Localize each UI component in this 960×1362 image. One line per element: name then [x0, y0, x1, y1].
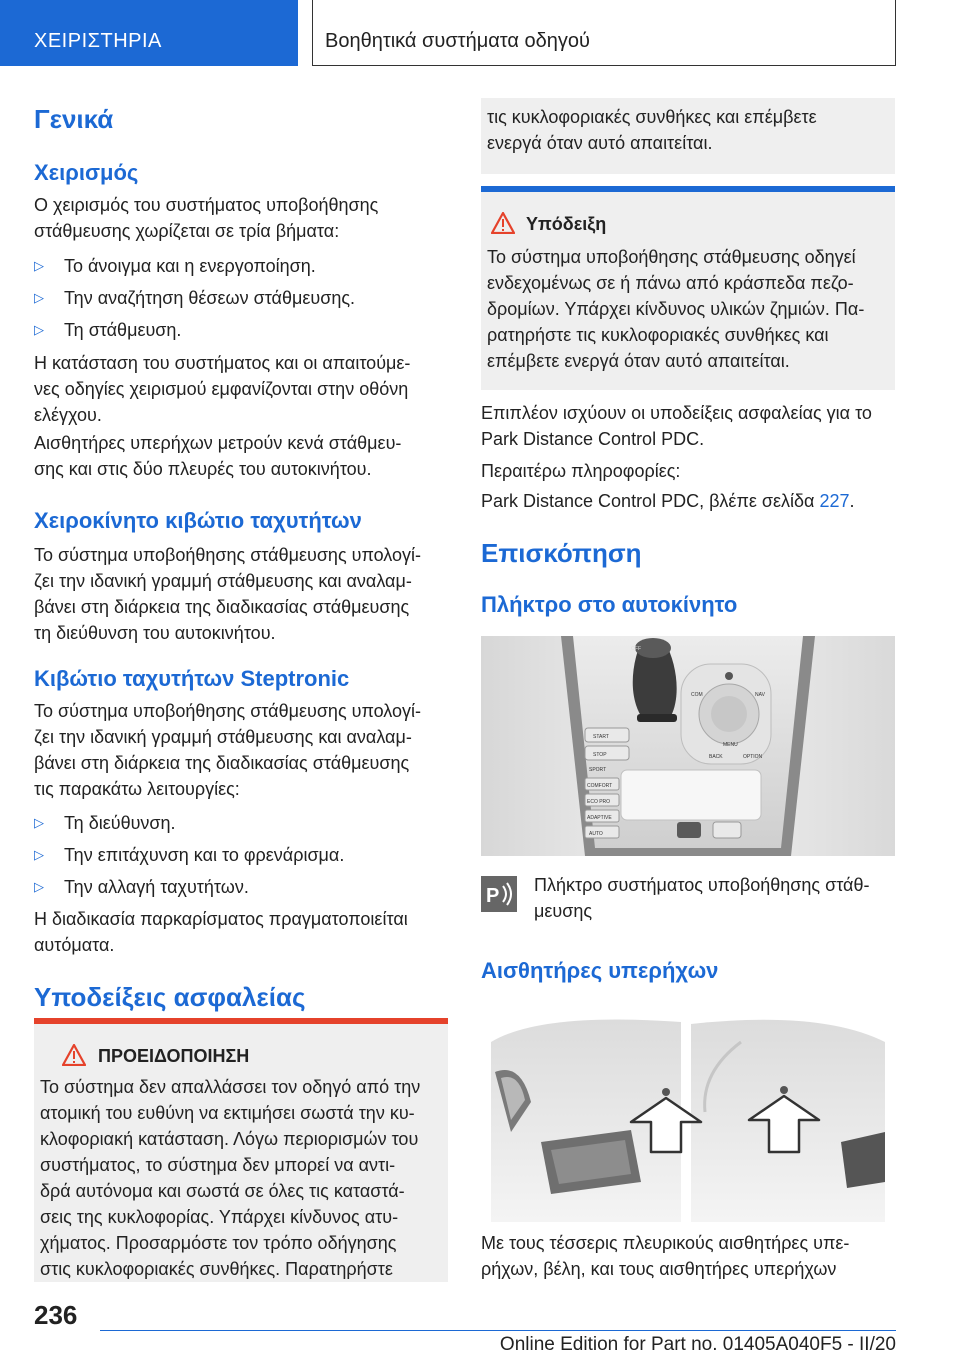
- heading-button: Πλήκτρο στο αυτοκίνητο: [481, 592, 738, 617]
- label-auto: AUTO: [589, 831, 603, 837]
- chapter-title: Βοηθητικά συστήματα οδηγού: [312, 0, 896, 66]
- line: στάθμευσης χωρίζεται σε τρία βήματα:: [34, 221, 340, 241]
- line: ρήχων, βέλη, και τους αισθητήρες υπερήχων: [481, 1259, 837, 1279]
- line: ατομική του ευθύνη να εκτιμήσει σωστά την κυ-: [40, 1103, 415, 1123]
- step-item: ▷ Τη στάθμευση.: [34, 317, 181, 343]
- parking-assistant-icon: [481, 876, 517, 912]
- line: σεις της κυκλοφορίας. Υπάρχει κίνδυνος ατυ-: [40, 1207, 399, 1227]
- line: τη διεύθυνση του αυτοκινήτου.: [34, 623, 276, 643]
- line: τις παρακάτω λειτουργίες:: [34, 779, 240, 799]
- line: Επιπλέον ισχύουν οι υποδείξεις ασφαλείας για το: [481, 403, 872, 423]
- heading-safety: Υποδείξεις ασφαλείας: [34, 982, 306, 1012]
- line: χήματος. Προσαρμόστε τον τρόπο οδήγησης: [40, 1233, 397, 1253]
- line: βάνει στη διάρκεια της διαδικασίας στάθμευσης: [34, 597, 410, 617]
- heading-operation: Χειρισμός: [34, 160, 139, 185]
- line: επέμβετε ενεργά όταν αυτό απαιτείται.: [487, 351, 790, 371]
- label-com: COM: [691, 692, 703, 698]
- line: ελέγχου.: [34, 405, 102, 425]
- status-paragraph: [34, 350, 410, 428]
- step-item: ▷ Την αναζήτηση θέσεων στάθμευσης.: [34, 285, 355, 311]
- line: Η διαδικασία παρκαρίσματος πραγματοποιείται: [34, 909, 408, 929]
- line: Το σύστημα υποβοήθησης στάθμευσης υπολογί-: [34, 701, 422, 721]
- further-paragraph: [481, 400, 872, 452]
- label-back: BACK: [709, 754, 723, 760]
- warning-box-continued: [481, 98, 895, 174]
- label-sport: SPORT: [589, 767, 607, 773]
- notice-title: Υπόδειξη: [526, 214, 607, 234]
- line: κλοφοριακή κατάσταση. Λόγω περιορισμών του: [40, 1129, 419, 1149]
- steptronic-paragraph: [34, 698, 421, 802]
- line: Το σύστημα υποβοήθησης στάθμευσης υπολογί-: [34, 545, 422, 565]
- label-menu: MENU: [723, 742, 738, 748]
- line: Το σύστημα υποβοήθησης στάθμευσης οδηγεί: [487, 247, 856, 267]
- section-tab: ΧΕΙΡΙΣΤΗΡΙΑ: [0, 0, 298, 66]
- heading-manual-gearbox: Χειροκίνητο κιβώτιο ταχυτήτων: [34, 508, 362, 533]
- label-start: START: [593, 734, 609, 740]
- heading-steptronic: Κιβώτιο ταχυτήτων Steptronic: [34, 666, 350, 691]
- label-eco: ECO PRO: [587, 799, 611, 805]
- line: ζει την ιδανική γραμμή στάθμευσης και αναλαμ-: [34, 727, 412, 747]
- line: Αισθητήρες υπερήχων μετρούν κενά στάθμευ-: [34, 433, 402, 453]
- function-item: ▷ Τη διεύθυνση.: [34, 810, 176, 836]
- warning-text-continued: [487, 104, 893, 156]
- label-adaptive: ADAPTIVE: [587, 815, 612, 821]
- line: Park Distance Control PDC.: [481, 429, 705, 449]
- operation-intro: [34, 192, 378, 244]
- console-photo: [481, 636, 895, 856]
- heading-overview: Επισκόπηση: [481, 538, 642, 568]
- line: αυτόματα.: [34, 935, 115, 955]
- warning-text: [40, 1074, 446, 1282]
- line: Πλήκτρο συστήματος υποβοήθησης στάθ-: [534, 875, 870, 895]
- line: Ο χειρισμός του συστήματος υποβοήθησης: [34, 195, 379, 215]
- label-off: OFF: [631, 646, 641, 652]
- svg-text:P: P: [486, 885, 500, 907]
- label-stop: STOP: [593, 752, 607, 758]
- line: Η κατάσταση του συστήματος και οι απαιτούμε-: [34, 353, 411, 373]
- step-item: ▷ Το άνοιγμα και η ενεργοποίηση.: [34, 253, 316, 279]
- line: ρατηρήστε τις κυκλοφοριακές συνθήκες και: [487, 325, 829, 345]
- pdc-reference: [481, 488, 855, 514]
- center-console-illustration: [481, 636, 895, 856]
- line: βάνει στη διάρκεια της διαδικασίας στάθμευσης: [34, 753, 410, 773]
- heading-ultrasonic: Αισθητήρες υπερήχων: [481, 958, 719, 983]
- line: ενεργά όταν αυτό απαιτείται.: [487, 133, 713, 153]
- line: στις κυκλοφοριακές συνθήκες. Παρατηρήστε: [40, 1259, 393, 1279]
- heading-general: Γενικά: [34, 104, 114, 134]
- line: ζει την ιδανική γραμμή στάθμευσης και αναλαμ-: [34, 571, 412, 591]
- label-nav: NAV: [755, 692, 765, 698]
- line: συστήματος, το σύστημα δεν μπορεί να αντι-: [40, 1155, 396, 1175]
- line: σης και στις δύο πλευρές του αυτοκινήτου.: [34, 459, 372, 479]
- page-number: 236: [34, 1300, 78, 1330]
- warning-bar: [34, 1018, 448, 1024]
- reference-text: Park Distance Control PDC, βλέπε σελίδα: [481, 491, 820, 511]
- warning-title: ΠΡΟΕΙΔΟΠΟΙΗΣΗ: [98, 1046, 250, 1066]
- warning-box: [34, 1018, 448, 1282]
- button-caption: [534, 872, 896, 924]
- warning-triangle-icon: [62, 1044, 86, 1066]
- line: δρά αυτόνομα και σωστά σε όλες τις καταστά-: [40, 1181, 405, 1201]
- notice-text: [487, 244, 893, 374]
- notice-triangle-icon: [491, 212, 515, 234]
- footer-divider: [100, 1330, 896, 1331]
- line: δρομίων. Υπάρχει κίνδυνος υλικών ζημιών. Πα-: [487, 299, 865, 319]
- page-header: [0, 0, 960, 66]
- sensors-paragraph: [34, 430, 401, 482]
- notice-bar: [481, 186, 895, 192]
- reference-end: .: [849, 491, 855, 511]
- manual-paragraph: [34, 542, 421, 646]
- ultrasonic-paragraph: [481, 1230, 895, 1282]
- edition-info: Online Edition for Part no. 01405A040F5 - II/20: [499, 1334, 896, 1355]
- bumper-sensors-illustration: [481, 1002, 895, 1222]
- auto-paragraph: [34, 906, 408, 958]
- label-option: OPTION: [743, 754, 763, 760]
- more-info-label: Περαιτέρω πληροφορίες:: [481, 461, 681, 481]
- line: ενδεχομένως σε ή πάνω από κράσπεδα πεζο-: [487, 273, 854, 293]
- line: τις κυκλοφοριακές συνθήκες και επέμβετε: [487, 107, 817, 127]
- function-item: ▷ Την επιτάχυνση και το φρενάρισμα.: [34, 842, 344, 868]
- line: Το σύστημα δεν απαλλάσσει τον οδηγό από την: [40, 1077, 421, 1097]
- notice-box: [481, 186, 895, 390]
- label-comfort: COMFORT: [587, 783, 613, 789]
- line: Με τους τέσσερις πλευρικούς αισθητήρες υπε-: [481, 1233, 850, 1253]
- bumper-photo: [481, 1002, 895, 1222]
- line: μευσης: [534, 901, 593, 921]
- function-item: ▷ Την αλλαγή ταχυτήτων.: [34, 874, 249, 900]
- line: νες οδηγίες χειρισμού εμφανίζονται στην οθόνη: [34, 379, 409, 399]
- page-link[interactable]: 227: [819, 491, 850, 511]
